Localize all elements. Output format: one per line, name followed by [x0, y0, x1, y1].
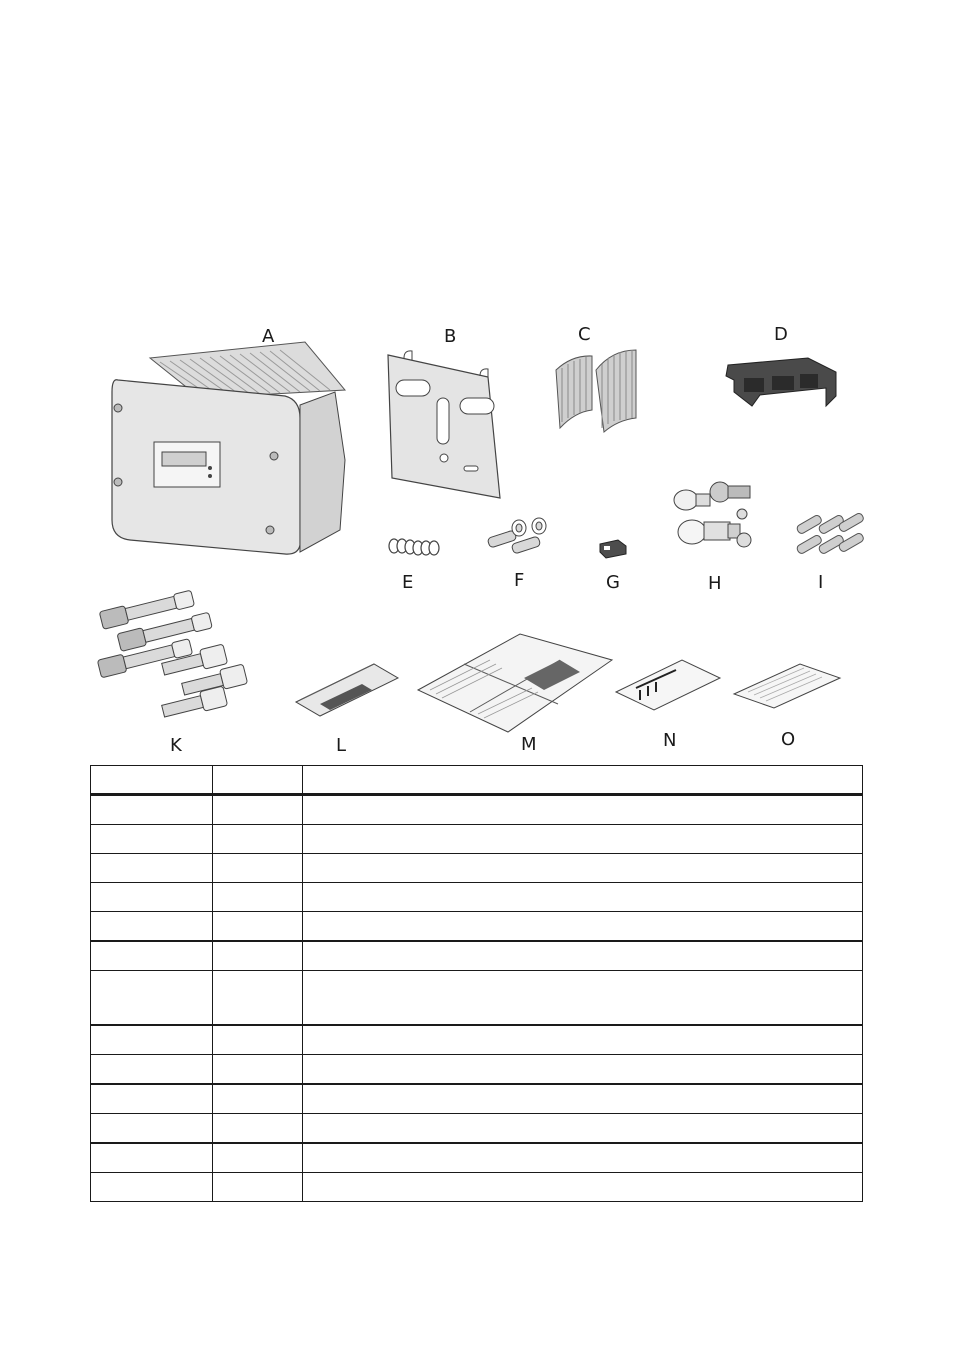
table-row — [91, 854, 863, 883]
label-h: H — [708, 573, 722, 594]
table-row — [91, 1143, 863, 1173]
label-o: O — [781, 729, 796, 750]
table-cell — [213, 971, 303, 1026]
table-cell — [213, 1055, 303, 1085]
label-d: D — [774, 324, 788, 345]
dc-connectors-illustration — [97, 589, 247, 721]
table-cell — [91, 1055, 213, 1085]
label-g: G — [606, 572, 620, 593]
table-cell — [213, 941, 303, 971]
installation-manual-illustration — [296, 664, 398, 716]
table-cell — [91, 912, 213, 942]
table-row — [91, 941, 863, 971]
table-cell — [303, 1025, 863, 1055]
label-m: M — [521, 734, 537, 755]
table-cell — [213, 912, 303, 942]
table-cell — [303, 854, 863, 883]
table-row — [91, 1025, 863, 1055]
certificate-sheet-illustration — [734, 664, 840, 708]
label-n: N — [663, 730, 677, 751]
label-c: C — [578, 324, 591, 345]
table-row — [91, 795, 863, 825]
cover-clamp-illustration — [726, 358, 836, 406]
table-cell — [303, 1084, 863, 1114]
washers-illustration — [389, 539, 439, 555]
table-cell — [213, 883, 303, 912]
table-cell — [213, 1114, 303, 1144]
poster-illustration — [418, 634, 612, 732]
terminal-pins-illustration — [796, 512, 865, 555]
supplementary-sheet-illustration — [616, 660, 720, 710]
table-cell — [91, 825, 213, 854]
table-cell — [303, 971, 863, 1026]
jumper-illustration — [600, 540, 626, 558]
table-cell — [213, 1084, 303, 1114]
table-row — [91, 912, 863, 942]
inverter-illustration — [112, 342, 345, 554]
ventilation-grid-illustration — [556, 350, 636, 432]
table-cell — [213, 825, 303, 854]
table-row — [91, 825, 863, 854]
table-cell — [213, 854, 303, 883]
table-cell — [303, 825, 863, 854]
table-cell — [91, 941, 213, 971]
table-cell — [91, 1143, 213, 1173]
table-row — [91, 1114, 863, 1144]
label-f: F — [514, 570, 525, 591]
cable-glands-illustration — [674, 482, 751, 547]
table-cell — [303, 1114, 863, 1144]
table-row — [91, 1173, 863, 1202]
table-cell — [303, 1055, 863, 1085]
table-cell — [91, 766, 213, 795]
table-cell — [303, 795, 863, 825]
table-cell — [91, 795, 213, 825]
label-a: A — [262, 326, 275, 347]
table-cell — [303, 883, 863, 912]
table-cell — [91, 971, 213, 1026]
label-k: K — [170, 735, 182, 756]
table-cell — [303, 766, 863, 795]
table-row — [91, 883, 863, 912]
screws-illustration — [487, 518, 546, 554]
table-cell — [213, 1025, 303, 1055]
label-l: L — [336, 735, 347, 756]
table-cell — [91, 1025, 213, 1055]
table-header-row — [91, 766, 863, 795]
table-row — [91, 1055, 863, 1085]
table-cell — [213, 1143, 303, 1173]
table-cell — [91, 1173, 213, 1202]
table-cell — [213, 766, 303, 795]
table-cell — [91, 1114, 213, 1144]
table-cell — [213, 1173, 303, 1202]
table-cell — [91, 854, 213, 883]
table-cell — [213, 795, 303, 825]
table-cell — [303, 1143, 863, 1173]
table-cell — [91, 1084, 213, 1114]
wall-bracket-illustration — [388, 351, 500, 498]
table-cell — [303, 912, 863, 942]
table-cell — [303, 941, 863, 971]
scope-of-delivery-table — [90, 765, 863, 1202]
label-i: I — [818, 572, 824, 593]
table-cell — [91, 883, 213, 912]
label-e: E — [402, 572, 414, 593]
table-row — [91, 971, 863, 1026]
table-row — [91, 1084, 863, 1114]
label-b: B — [444, 326, 457, 347]
table-cell — [303, 1173, 863, 1202]
